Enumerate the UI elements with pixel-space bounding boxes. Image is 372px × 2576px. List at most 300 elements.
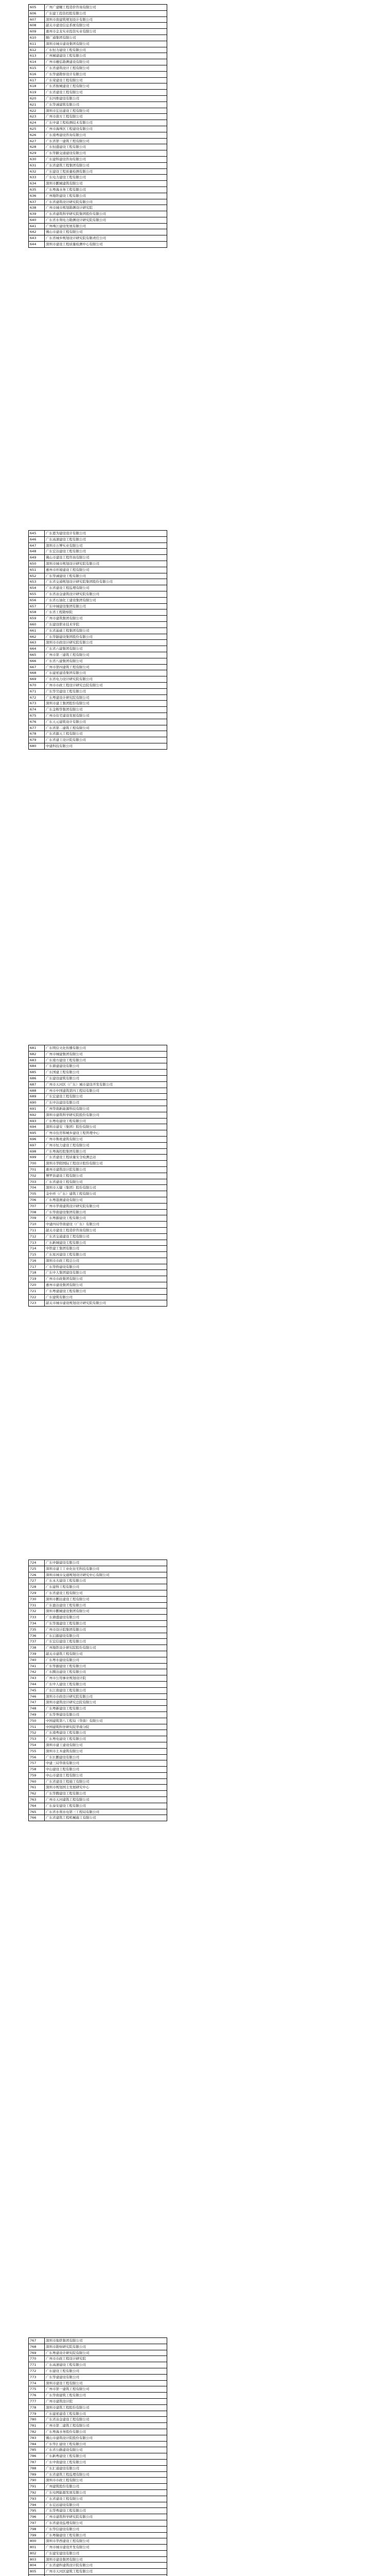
table-row: [29, 2429, 167, 2435]
company-name: 深圳市土木建筑有限公司: [45, 1748, 167, 1754]
row-number: 612: [29, 47, 45, 53]
company-name: 广东省基础工程集团有限公司: [45, 628, 167, 634]
row-number: 775: [29, 2386, 45, 2393]
table-row: [29, 1675, 167, 1682]
company-name: 广东中达建设有限公司: [45, 1100, 167, 1106]
row-number: 624: [29, 120, 45, 126]
company-name: 广东四维建设有限公司: [45, 95, 167, 101]
row-number: 802: [29, 2550, 45, 2556]
table-row: [29, 175, 167, 181]
row-number: 687: [29, 1081, 45, 1088]
row-number: 701: [29, 1166, 45, 1173]
row-number: 617: [29, 77, 45, 83]
company-name: 深圳市城市规划设计研究院有限公司: [45, 561, 167, 567]
table-row: [29, 77, 167, 83]
table-row: [29, 1258, 167, 1264]
row-number: 642: [29, 229, 45, 235]
row-number: 778: [29, 2404, 45, 2411]
row-number: 706: [29, 1197, 45, 1203]
company-name: 深圳市建筑工程股份有限公司: [45, 2404, 167, 2411]
company-name: 广东粤电建设工程有限公司: [45, 1118, 167, 1124]
row-number: 618: [29, 83, 45, 90]
row-number: 795: [29, 2508, 45, 2514]
table-row: [29, 2423, 167, 2429]
company-name: 广东华南建筑工程有限公司: [45, 2393, 167, 2399]
company-name: 广东腾达建设工程有限公司: [45, 1669, 167, 1675]
table-row: [29, 2386, 167, 2393]
row-number: 611: [29, 41, 45, 47]
company-name: 广州市城建集团有限公司: [45, 1051, 167, 1057]
table-row: [29, 658, 167, 664]
row-number: 693: [29, 1118, 45, 1124]
company-name: 广东省建工设计院有限公司: [45, 737, 167, 743]
company-name: 广东省建筑科学研究院集团股份有限公司: [45, 211, 167, 217]
table-row: [29, 567, 167, 573]
row-number: 660: [29, 621, 45, 628]
row-number: 682: [29, 1051, 45, 1057]
table-row: [29, 242, 167, 248]
document-page-1: [28, 4, 167, 248]
row-number: 690: [29, 1100, 45, 1106]
row-number: 713: [29, 1240, 45, 1246]
table-row: [29, 199, 167, 205]
company-name: 广东省八建集团有限公司: [45, 658, 167, 664]
table-row: [29, 1148, 167, 1155]
table-row: [29, 1778, 167, 1785]
table-row: [29, 1590, 167, 1596]
table-row: [29, 2362, 167, 2368]
company-name: 广东电网能源发展有限公司: [45, 2489, 167, 2496]
row-number: 794: [29, 2502, 45, 2508]
table-row: [29, 2441, 167, 2447]
table-row: [29, 1578, 167, 1584]
table-row: [29, 1300, 167, 1307]
table-row: [29, 95, 167, 101]
row-number: 684: [29, 1063, 45, 1070]
table-row: [29, 1748, 167, 1754]
company-name: 广州市住房和城乡建设工程管理中心: [45, 1130, 167, 1137]
table-row: [29, 2459, 167, 2465]
table-row: [29, 2447, 167, 2453]
table-row: [29, 235, 167, 242]
company-name: 广东泰安建设工程有限公司: [45, 1803, 167, 1809]
table-row: [29, 1736, 167, 1742]
table-row: [29, 1215, 167, 1222]
table-row: [29, 640, 167, 646]
company-name: 广东中城建设集团有限公司: [45, 603, 167, 609]
table-row: [29, 1118, 167, 1124]
company-name: 广东省水利水电第三工程局有限公司: [45, 1809, 167, 1815]
table-row: [29, 1681, 167, 1687]
table-row: [29, 217, 167, 223]
row-number: 605: [29, 5, 45, 11]
company-name: 广东新粤建设工程有限公司: [45, 2453, 167, 2460]
table-row: [29, 707, 167, 713]
company-name: 广东省建设工程监理有限公司: [45, 585, 167, 591]
row-number: 688: [29, 1088, 45, 1094]
document-page-2: [28, 530, 167, 750]
table-row: [29, 1173, 167, 1179]
table-row: [29, 2484, 167, 2490]
table-row: [29, 1700, 167, 1706]
table-row: [29, 1057, 167, 1063]
row-number: 784: [29, 2441, 45, 2447]
company-name: 广东省建设工程有限公司: [45, 2496, 167, 2502]
company-name: 广东华路交通建设有限公司: [45, 150, 167, 157]
company-name: 广东省水利电力勘测设计研究院有限公司: [45, 217, 167, 223]
row-number: 728: [29, 1584, 45, 1590]
table-row: [29, 1197, 167, 1203]
company-name: 广东恒盛建设工程有限公司: [45, 144, 167, 150]
table-row: [29, 1809, 167, 1815]
company-name: 广东建科建设咨询有限公司: [45, 156, 167, 162]
row-number: 708: [29, 1209, 45, 1215]
company-name: 广州市市政工程设计研究院: [45, 2356, 167, 2362]
company-name: 广东建筑有限公司: [45, 1294, 167, 1300]
row-number: 805: [29, 2569, 45, 2575]
row-number: 621: [29, 101, 45, 108]
table-row: [29, 694, 167, 701]
company-name: 广州市城市建设开发有限公司: [45, 2545, 167, 2551]
table-row: [29, 2350, 167, 2356]
row-number: 696: [29, 1136, 45, 1142]
table-row: [29, 120, 167, 126]
company-name: 广东华诚建筑有限公司: [45, 101, 167, 108]
company-name: 广州华南新能源科技有限公司: [45, 1106, 167, 1112]
company-name: 广东省建设工程有限公司: [45, 90, 167, 96]
company-name: 深圳市城市交通规划设计研究中心有限公司: [45, 1572, 167, 1578]
company-name: 深圳市市政设计研究院有限公司: [45, 640, 167, 646]
table-row: [29, 616, 167, 622]
row-number: 637: [29, 199, 45, 205]
row-number: 740: [29, 1657, 45, 1663]
row-number: 656: [29, 597, 45, 603]
company-table-4: [28, 1560, 167, 1821]
company-table-3: [28, 1045, 167, 1307]
row-number: 776: [29, 2393, 45, 2399]
table-row: [29, 1602, 167, 1608]
row-number: 716: [29, 1258, 45, 1264]
table-row: [29, 1161, 167, 1167]
company-name: 广东建星建造工程有限公司: [45, 2411, 167, 2417]
row-number: 752: [29, 1730, 45, 1736]
table-row: [29, 1560, 167, 1566]
company-name: 广东省冶金建筑设计研究院有限公司: [45, 591, 167, 597]
row-number: 673: [29, 701, 45, 707]
company-name: 广州市南方工程有限公司: [45, 114, 167, 120]
row-number: 633: [29, 175, 45, 181]
table-row: [29, 35, 167, 41]
table-row: [29, 2380, 167, 2386]
row-number: 629: [29, 150, 45, 157]
table-row: [29, 688, 167, 694]
company-table-1: [28, 4, 167, 248]
company-name: 广东华建勘察设计有限公司: [45, 71, 167, 77]
table-row: [29, 1803, 167, 1809]
table-row: [29, 737, 167, 743]
row-number: 741: [29, 1663, 45, 1669]
table-row: [29, 23, 167, 29]
row-number: 632: [29, 168, 45, 175]
table-row: [29, 2569, 167, 2575]
company-name: 广东荣建设工程有限公司: [45, 77, 167, 83]
row-number: 721: [29, 1288, 45, 1294]
table-row: [29, 579, 167, 585]
company-name: 广东电力建设工程有限公司: [45, 175, 167, 181]
table-row: [29, 2538, 167, 2545]
company-name: 广东宏建设工程有限公司: [45, 1094, 167, 1100]
row-number: 689: [29, 1094, 45, 1100]
table-row: [29, 1294, 167, 1300]
table-row: [29, 1669, 167, 1675]
table-row: [29, 187, 167, 193]
table-row: [29, 1209, 167, 1215]
row-number: 675: [29, 713, 45, 719]
table-row: [29, 2356, 167, 2362]
company-name: 深圳市万博实业有限公司: [45, 543, 167, 549]
row-number: 638: [29, 205, 45, 211]
row-number: 720: [29, 1282, 45, 1289]
table-row: [29, 1094, 167, 1100]
row-number: 699: [29, 1155, 45, 1161]
company-name: 广东华昊建设工程有限公司: [45, 688, 167, 694]
company-name: 惠州市建设集团有限公司: [45, 1282, 167, 1289]
company-name: 广东华隧建设集团股份有限公司: [45, 634, 167, 640]
table-row: [29, 1051, 167, 1057]
company-name: 广东省第一建筑工程有限公司: [45, 138, 167, 144]
row-number: 749: [29, 1711, 45, 1718]
table-row: [29, 1596, 167, 1602]
table-row: [29, 2435, 167, 2441]
table-row: [29, 1264, 167, 1270]
row-number: 616: [29, 71, 45, 77]
row-number: 773: [29, 2374, 45, 2380]
row-number: 777: [29, 2398, 45, 2404]
table-row: [29, 1633, 167, 1639]
company-name: 深圳市建设集团有限公司: [45, 2556, 167, 2563]
table-row: [29, 573, 167, 579]
company-name: 中建科技有限公司: [45, 743, 167, 749]
row-number: 735: [29, 1626, 45, 1633]
company-name: 广东江南建设工程有限公司: [45, 1687, 167, 1693]
company-name: 深圳市市政工程总公司: [45, 1258, 167, 1264]
company-name: 广东省建筑设计研究院有限公司: [45, 199, 167, 205]
row-number: 704: [29, 1185, 45, 1191]
company-name: 广东高速建设工程有限公司: [45, 2362, 167, 2368]
company-name: 深圳市建安（集团）股份有限公司: [45, 1124, 167, 1130]
table-row: [29, 2502, 167, 2508]
row-number: 757: [29, 1760, 45, 1767]
row-number: 703: [29, 1179, 45, 1185]
company-name: 广州市公用事业规划设计院: [45, 1675, 167, 1682]
row-number: 664: [29, 646, 45, 652]
row-number: 723: [29, 1300, 45, 1307]
table-row: [29, 2338, 167, 2344]
table-row: [29, 1615, 167, 1621]
company-name: 广东华晟建设工程有限公司: [45, 1620, 167, 1626]
company-name: 广州广建輔工程造价咨询有限公司: [45, 5, 167, 11]
row-number: 725: [29, 1566, 45, 1572]
table-row: [29, 83, 167, 90]
row-number: 623: [29, 114, 45, 120]
table-row: [29, 1081, 167, 1088]
company-name: 广州市建筑科学研究院有限公司: [45, 2514, 167, 2520]
row-number: 668: [29, 670, 45, 676]
row-number: 753: [29, 1736, 45, 1742]
row-number: 641: [29, 223, 45, 229]
row-number: 627: [29, 138, 45, 144]
company-name: 深圳市建筑设计研究总院有限公司: [45, 1700, 167, 1706]
company-name: 广东省六建集团有限公司: [45, 646, 167, 652]
table-row: [29, 144, 167, 150]
row-number: 724: [29, 1560, 45, 1566]
company-name: 中铁建工集团有限公司: [45, 1246, 167, 1252]
row-number: 760: [29, 1778, 45, 1785]
row-number: 620: [29, 95, 45, 101]
table-row: [29, 1227, 167, 1233]
company-name: 惠州市环境建设工程有限公司: [45, 567, 167, 573]
row-number: 779: [29, 2411, 45, 2417]
company-name: 广东启源建设有限公司: [45, 1633, 167, 1639]
row-number: 702: [29, 1173, 45, 1179]
table-row: [29, 591, 167, 597]
table-row: [29, 2496, 167, 2502]
company-name: 广东省建科建筑设计院有限公司: [45, 2563, 167, 2569]
row-number: 614: [29, 59, 45, 65]
table-row: [29, 1282, 167, 1289]
company-name: 广东粤电建设工程有限公司: [45, 1736, 167, 1742]
table-row: [29, 1711, 167, 1718]
row-number: 681: [29, 1045, 45, 1052]
company-name: 广东省工程勘察院: [45, 609, 167, 616]
table-row: [29, 2508, 167, 2514]
table-row: [29, 1657, 167, 1663]
company-name: 广州市第三建筑工程有限公司: [45, 652, 167, 658]
document-page-5: [28, 2337, 167, 2576]
company-name: 广东永大建设工程有限公司: [45, 1578, 167, 1584]
row-number: 781: [29, 2423, 45, 2429]
row-number: 634: [29, 181, 45, 187]
company-name: 广东华侨建设有限公司: [45, 1264, 167, 1270]
table-row: [29, 725, 167, 731]
table-row: [29, 2489, 167, 2496]
company-name: 广东南粤建设咨询有限公司: [45, 132, 167, 138]
table-row: [29, 5, 167, 11]
company-name: 广东省建设工程有限公司: [45, 1179, 167, 1185]
row-number: 710: [29, 1222, 45, 1228]
table-row: [29, 1687, 167, 1693]
row-number: 772: [29, 2368, 45, 2374]
row-number: 780: [29, 2417, 45, 2423]
table-row: [29, 47, 167, 53]
table-row: [29, 1608, 167, 1615]
table-row: [29, 646, 167, 652]
company-name: 广东恩为建设设计有限公司: [45, 531, 167, 537]
company-name: 金中环（广东）建筑工程有限公司: [45, 1191, 167, 1197]
table-row: [29, 1252, 167, 1258]
company-name: 深圳市宏达建设工程有限公司: [45, 108, 167, 114]
company-name: 广东华信建设有限公司: [45, 2526, 167, 2532]
company-name: 中山市建设工程有限公司: [45, 1772, 167, 1778]
row-number: 744: [29, 1681, 45, 1687]
company-name: 佛山市建设工程有限公司: [45, 229, 167, 235]
company-name: 中国建筑科学研究院华南分院: [45, 1724, 167, 1730]
table-row: [29, 2393, 167, 2399]
company-name: 深圳市华阳国际工程设计股份有限公司: [45, 1161, 167, 1167]
company-name: 深圳市城市建设集团有限公司: [45, 41, 167, 47]
table-row: [29, 1088, 167, 1094]
company-name: 广东省城乡规划设计研究院有限责任公司: [45, 235, 167, 242]
company-name: 广东中隧建设有限公司: [45, 1560, 167, 1566]
row-number: 803: [29, 2556, 45, 2563]
company-name: 广州珠江建设发展有限公司: [45, 223, 167, 229]
row-number: 679: [29, 737, 45, 743]
row-number: 729: [29, 1590, 45, 1596]
company-name: 广东建设建筑有限公司: [45, 1075, 167, 1081]
row-number: 700: [29, 1161, 45, 1167]
row-number: 643: [29, 235, 45, 242]
row-number: 678: [29, 731, 45, 737]
row-number: 658: [29, 609, 45, 616]
row-number: 662: [29, 634, 45, 640]
table-row: [29, 1767, 167, 1773]
company-name: 广东建设工程有限公司: [45, 2368, 167, 2374]
row-number: 732: [29, 1608, 45, 1615]
table-row: [29, 1626, 167, 1633]
company-name: 韶关市建设信息系统有限公司: [45, 23, 167, 29]
table-row: [29, 634, 167, 640]
row-number: 771: [29, 2362, 45, 2368]
table-row: [29, 65, 167, 71]
row-number: 722: [29, 1294, 45, 1300]
company-name: 广东建星建造集团有限公司: [45, 670, 167, 676]
row-number: 657: [29, 603, 45, 609]
row-number: 606: [29, 10, 45, 16]
company-name: 广东天元建筑设计有限公司: [45, 719, 167, 725]
row-number: 734: [29, 1620, 45, 1626]
table-row: [29, 168, 167, 175]
company-name: 博罗县建设工程有限公司: [45, 1173, 167, 1179]
row-number: 691: [29, 1106, 45, 1112]
company-name: 广州市建筑集团有限公司: [45, 616, 167, 622]
table-row: [29, 1566, 167, 1572]
company-name: 广东粤隆建设工程有限公司: [45, 2532, 167, 2538]
company-name: 深圳市鹏城建设集团有限公司: [45, 1608, 167, 1615]
table-row: [29, 2417, 167, 2423]
row-number: 677: [29, 725, 45, 731]
table-row: [29, 162, 167, 168]
company-name: 广东省建设工程施工有限公司: [45, 1778, 167, 1785]
row-number: 628: [29, 144, 45, 150]
company-name: 广东中建工程检测技术有限公司: [45, 120, 167, 126]
table-row: [29, 114, 167, 120]
row-number: 625: [29, 126, 45, 132]
row-number: 738: [29, 1645, 45, 1651]
row-number: 697: [29, 1142, 45, 1148]
company-name: 深圳市南建筑规划设计有限公司: [45, 16, 167, 23]
company-name: 广东粤建设计研究院有限公司: [45, 2350, 167, 2356]
table-row: [29, 543, 167, 549]
table-row: [29, 731, 167, 737]
table-row: [29, 1288, 167, 1294]
company-name: 广东粤海水务股份有限公司: [45, 2429, 167, 2435]
row-number: 736: [29, 1633, 45, 1639]
company-name: 广东华建建设有限公司: [45, 2374, 167, 2380]
company-name: 广州市天河建筑工程有限公司: [45, 1797, 167, 1803]
row-number: 609: [29, 29, 45, 35]
company-name: 广东省建筑工程机械施工有限公司: [45, 1815, 167, 1821]
company-name: 广东建工投资控股有限公司: [45, 10, 167, 16]
